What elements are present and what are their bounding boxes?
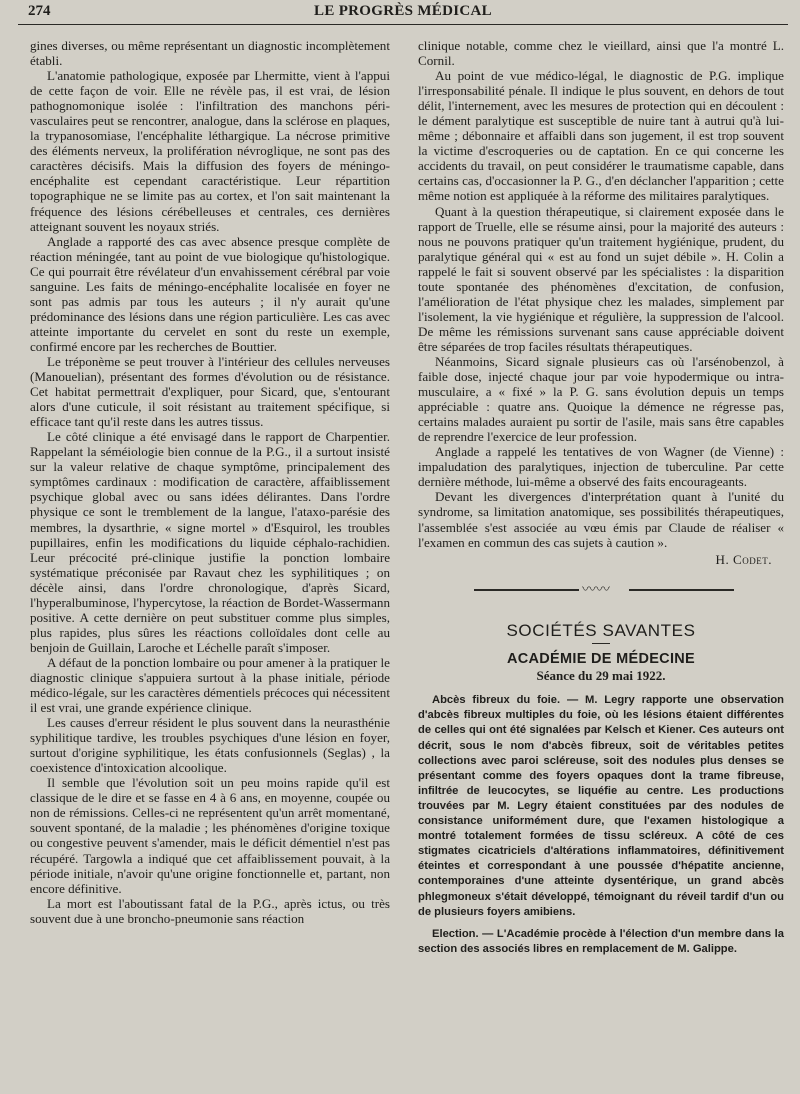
paragraph: Le côté clinique a été envisagé dans le rapport de Charpentier. Rappelant la séméiologie bien connue de la P.G., il a surtout insisté sur la valeur relative de chaque symptôme, principalement des symptômes cardinaux : modification de caractère, affaiblissement psychique global avec ou sans idées délirantes. Dans l'ordre physique ce sont le tremblement de la langue, l'ataxo-parésie des membres, la dysarthrie, « signe mortel » d'Esquirol, les troubles pupillaires, enfin les modifications du liquide céphalo-rachidien. Leur précocité pré-clinique justifie la ponction lombaire systématique préconisée par Ravaut chez les syphilitiques ; on décèle ainsi, dans l'ordre chronologique, d'après Sicard, l'hyperalbuminose, l'hypercytose, la réaction de Bordet-Wassermann positive. A cette dernière on peut substituer comme plus simples, plus rapides, plus sûres les réactions colloïdales dont celle au benjoin de Guillain, Laroche et Léchelle paraît s'imposer. (30, 429, 390, 655)
left-column (30, 38, 390, 926)
paragraph: Néanmoins, Sicard signale plusieurs cas où l'arsénobenzol, à faible dose, injecté chaque jour par voie hypodermique ou intra-musculaire, a « fixé » la P. G. sans évolution depuis un temps appréciable : quatre ans. Quoique la démence ne régresse pas, certains malades auraient pu sortir de l'asile, mais sans être capables de reprendre l'exercice de leur profession. (418, 353, 784, 445)
journal-title: LE PROGRÈS MÉDICAL (314, 3, 492, 19)
divider-line-right (629, 589, 734, 591)
report-paragraph: Abcès fibreux du foie. — M. Legry rapporte une observation d'abcès fibreux multiples du foie, où les lésions étaient différentes de celles qui ont été signalées par Kelsch et Kiener. Ces auteurs ont décrit, sous le nom d'abcès fibreux, soit de véritables petites collections avec paroi scléreuse, soit des nodules plus denses se présentant comme des foyers opaques dont la trame fibreuse, infiltrée de leucocytes, se liquéfie au centre. Les productions trouvées par M. Legry étaient constituées par des nodules de consistance uniformément dure, que l'examen histologique a montré totalement formées de tissu scléreux. A côté de ces stigmates cicatriciels d'altérations inflammatoires, définitivement éteintes et correspondant à une poussée d'hépatite ancienne, contemporaines d'une atteinte dysentérique, un grand abcès phlegmoneux s'était développé, témoignant du réveil tardif d'un ou de plusieurs foyers amibiens. (418, 694, 784, 918)
paragraph: Il semble que l'évolution soit un peu moins rapide qu'il est classique de le dire et se fasse en 4 à 6 ans, en moyenne, coupée ou non de rémissions. Celles-ci ne représentent qu'un arrêt momentané, souvent spontané, de la maladie ; les phénomènes d'origine toxique ou congestive peuvent s'amender, mais le déficit démentiel n'est pas récupéré. Targowla a indiqué que cet affaiblissement pouvait, à la période initiale, n'avoir qu'une origine fonctionnelle et, partant, non encore définitive. (30, 775, 390, 896)
page-header (18, 0, 788, 25)
paragraph: gines diverses, ou même représentant un diagnostic incomplètement établi. (30, 38, 390, 69)
paragraph: Au point de vue médico-légal, le diagnostic de P.G. implique l'irresponsabilité pénale. Il indique le plus souvent, en dehors de tout délit, l'internement, avec les mesures de protection qui en découlent : le dément paralytique est susceptible de nuire tant à autrui qu'à lui-même ; débonnaire et affaibli dans son jugement, il est trop souvent la victime d'escroqueries ou de captation. En ce qui concerne les accidents du travail, on peut considérer le traumatisme capable, dans certains cas, d'occasionner la P. G., d'en déclancher l'apparition ; cette même notion est appliquée à la réforme des militaires paralytiques. (418, 68, 784, 204)
paragraph: Le tréponème se peut trouver à l'intérieur des cellules nerveuses (Manouelian), présentant des formes d'évolution ou de résistance. Cet habitat permettrait d'expliquer, pour Sicard, que, s'entourant alors d'une cuticule, il soit résistant au traitement spécifique, si efficace tant qu'il reste dans les autres tissus. (30, 353, 390, 430)
session-date: Séance du 29 mai 1922. (536, 668, 666, 684)
squiggle-ornament: 〰〰 (582, 582, 610, 598)
divider-line-left (474, 589, 579, 591)
section-divider-ornament (474, 583, 734, 597)
paragraph: La mort est l'aboutissant fatal de la P.G., après ictus, ou très souvent due à une broncho-pneumonie sans réaction (30, 895, 390, 926)
paragraph: Anglade a rappelé les tentatives de von Wagner (de Vienne) : impaludation des paralytiques, injection de tuberculine. Par cette dernière méthode, lui-même a observé des faits encourageants. (418, 444, 784, 490)
heading-rule (592, 643, 610, 645)
academy-heading: ACADÉMIE DE MÉDECINE (506, 651, 696, 668)
right-column (418, 38, 784, 957)
paragraph: L'anatomie pathologique, exposée par Lhermitte, vient à l'appui de cette façon de voir. Elle ne révèle pas, il est vrai, de lésion pathognomonique isolée : l'infiltration des manchons péri-vasculaires peut se rencontrer, analogue, dans la sclérose en plaques, la trypanosomiase, l'encéphalite léthargique. La nécrose primitive des éléments nerveux, la prolifération névroglique, ne sont pas des caractères décisifs. Mais la diffusion des foyers de méningo-encéphalite est cependant caractéristique. Leur répartition topographique ne se limite pas au cortex, et l'on sait maintenant la fréquence des lésions cérébelleuses et centrales, ces dernières atteignant souvent les noyaux striés. (30, 68, 390, 234)
paragraph: Devant les divergences d'interprétation quant à l'unité du syndrome, sa limitation anatomique, ses possibilités thérapeutiques, l'assemblée s'est associée au vœu émis par Claude de réaliser « l'examen en commun des cas sujets à caution ». (418, 489, 784, 550)
paragraph: Anglade a rapporté des cas avec absence presque complète de réaction méningée, tant au point de vue biologique qu'histologique. Ce qui pourrait être révélateur d'un envahissement cérébral par voie sanguine. Les faits de méningo-encéphalite localisée en foyer ne sont pas admis par tous les auteurs ; il n'y aurait qu'une prédominance des lésions dans une région particulière. Les cas avec atteinte importante du cervelet en sont du reste un exemple, confirmé encore par les recherches de Bouttier. (30, 233, 390, 354)
report-paragraph: Election. — L'Académie procède à l'élection d'un membre dans la section des associés libres en remplacement de M. Galippe. (418, 927, 784, 955)
author-signature: H. Codet. (715, 551, 772, 567)
paragraph: Les causes d'erreur résident le plus souvent dans la neurasthénie syphilitique tardive, les troubles psychiques d'une lésion en foyer, surtout d'origine syphilitique, les états confusionnels (Seglas) , la coexistence d'intoxication alcoolique. (30, 715, 390, 776)
section-heading: SOCIÉTÉS SAVANTES (506, 620, 696, 640)
page-number: 274 (28, 3, 51, 19)
paragraph: A défaut de la ponction lombaire ou pour amener à la pratiquer le diagnostic clinique s'appuiera surtout à la phase initiale, période médico-légale, sur les caractères démentiels précoces qui nécessitent il est vrai, une grande expérience clinique. (30, 654, 390, 716)
paragraph: Quant à la question thérapeutique, si clairement exposée dans le rapport de Truelle, elle se résume ainsi, pour la majorité des auteurs : nous ne pouvons pratiquer qu'un traitement hygiénique, prudent, du paralytique général qui « est au fond un sujet débile ». H. Colin a rappelé le fait si souvent observé par les spécialistes : la disparition toute spontanée des phénomènes d'excitation, de confusion, l'amélioration de l'état physique chez les malades, simplement par l'isolement, la vie hygiénique et régulière, la suppression de l'alcool. De même les rémissions survenant sans cause appréciable doivent être séparées de trop faciles résultats thérapeutiques. (418, 203, 784, 354)
paragraph: clinique notable, comme chez le vieillard, ainsi que l'a montré L. Cornil. (418, 38, 784, 69)
session-reports (418, 693, 784, 957)
